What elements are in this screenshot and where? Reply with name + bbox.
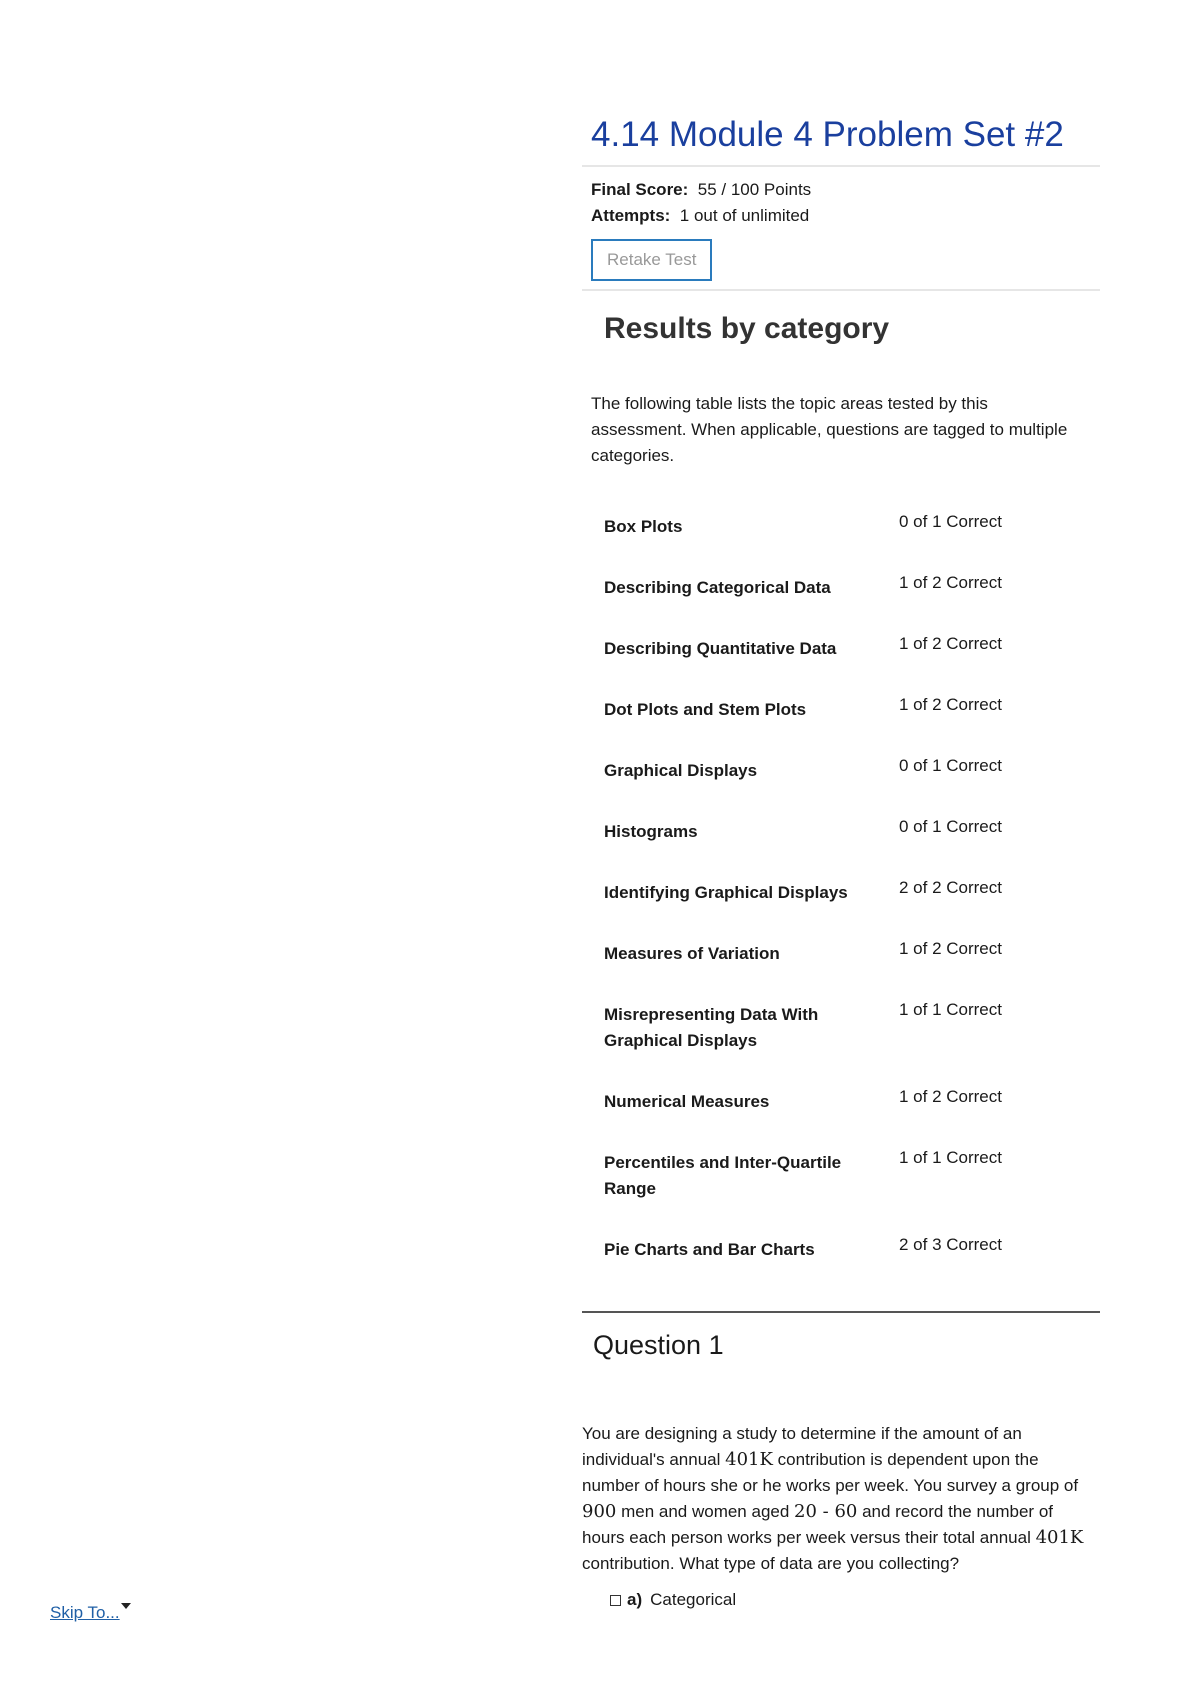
skip-to-link[interactable]: Skip To... — [50, 1603, 120, 1622]
category-name: Pie Charts and Bar Charts — [604, 1240, 815, 1259]
category-row — [582, 1084, 1100, 1115]
results-intro: The following table lists the topic areas tested by this assessment. When applicable, questions are tagged to multiple categories. — [591, 394, 1068, 465]
category-name: Misrepresenting Data With Graphical Displays — [604, 1005, 819, 1050]
category-score: 1 of 2 Correct — [899, 634, 1002, 653]
category-row — [582, 936, 1100, 967]
question-text-segment: You are designing a study to determine if the amount of an individual's annual — [582, 1424, 1022, 1469]
category-row — [582, 570, 1100, 601]
final-score-value: 55 / 100 Points — [697, 180, 812, 199]
category-row — [582, 1232, 1100, 1263]
category-name: Graphical Displays — [604, 761, 758, 780]
category-score: 2 of 2 Correct — [899, 878, 1002, 897]
answer-options — [582, 1577, 1100, 1611]
category-row — [582, 875, 1100, 906]
math-value: 20 - 60 — [794, 1501, 858, 1522]
category-name: Histograms — [604, 822, 698, 841]
math-value: 900 — [582, 1501, 617, 1522]
question-text-segment: men and women aged — [616, 1502, 795, 1521]
attempts-value: 1 out of unlimited — [679, 206, 810, 225]
category-name: Identifying Graphical Displays — [604, 883, 848, 902]
attempts-label: Attempts: — [591, 206, 671, 225]
final-score-line — [591, 177, 1091, 203]
category-name: Box Plots — [604, 517, 683, 536]
category-row — [582, 1145, 1100, 1202]
question-text — [582, 1363, 1100, 1577]
category-name: Measures of Variation — [604, 944, 780, 963]
category-table — [582, 509, 1100, 1263]
question-text-segment: and record the number of hours each person works per week versus their total annual — [582, 1502, 1053, 1547]
category-score: 1 of 2 Correct — [899, 573, 1002, 592]
main-content — [582, 105, 1100, 1611]
category-row — [582, 692, 1100, 723]
category-name: Describing Quantitative Data — [604, 639, 837, 658]
category-score: 1 of 2 Correct — [899, 939, 1002, 958]
attempts-line — [591, 203, 1091, 229]
answer-option[interactable] — [582, 1577, 1100, 1611]
page-title: 4.14 Module 4 Problem Set #2 — [591, 115, 1064, 154]
category-score: 0 of 1 Correct — [899, 756, 1002, 775]
question-text-segment: contribution is dependent upon the number of hours she or he works per week. You survey a group of — [582, 1450, 1079, 1495]
question-title: Question 1 — [593, 1330, 724, 1360]
category-score: 0 of 1 Correct — [899, 512, 1002, 531]
category-name: Dot Plots and Stem Plots — [604, 700, 807, 719]
answer-checkbox[interactable] — [610, 1595, 621, 1606]
category-row — [582, 814, 1100, 845]
category-score: 1 of 1 Correct — [899, 1148, 1002, 1167]
category-name: Describing Categorical Data — [604, 578, 831, 597]
caret-down-icon[interactable] — [121, 1603, 131, 1609]
math-value: 401K — [725, 1449, 773, 1470]
category-name: Numerical Measures — [604, 1092, 770, 1111]
option-label: Categorical — [650, 1590, 737, 1609]
category-score: 0 of 1 Correct — [899, 817, 1002, 836]
category-row — [582, 753, 1100, 784]
category-row — [582, 631, 1100, 662]
option-letter: a) — [627, 1590, 643, 1609]
category-name: Percentiles and Inter-Quartile Range — [604, 1153, 842, 1198]
category-row — [582, 997, 1100, 1054]
math-value: 401K — [1035, 1527, 1084, 1548]
category-score: 1 of 2 Correct — [899, 695, 1002, 714]
score-summary — [582, 167, 1100, 229]
final-score-label: Final Score: — [591, 180, 689, 199]
category-score: 1 of 2 Correct — [899, 1087, 1002, 1106]
category-row — [582, 509, 1100, 540]
category-score: 1 of 1 Correct — [899, 1000, 1002, 1019]
category-score: 2 of 3 Correct — [899, 1235, 1002, 1254]
question-text-segment: contribution. What type of data are you collecting? — [582, 1554, 960, 1573]
results-heading: Results by category — [604, 312, 890, 345]
retake-test-button[interactable]: Retake Test — [591, 239, 712, 281]
